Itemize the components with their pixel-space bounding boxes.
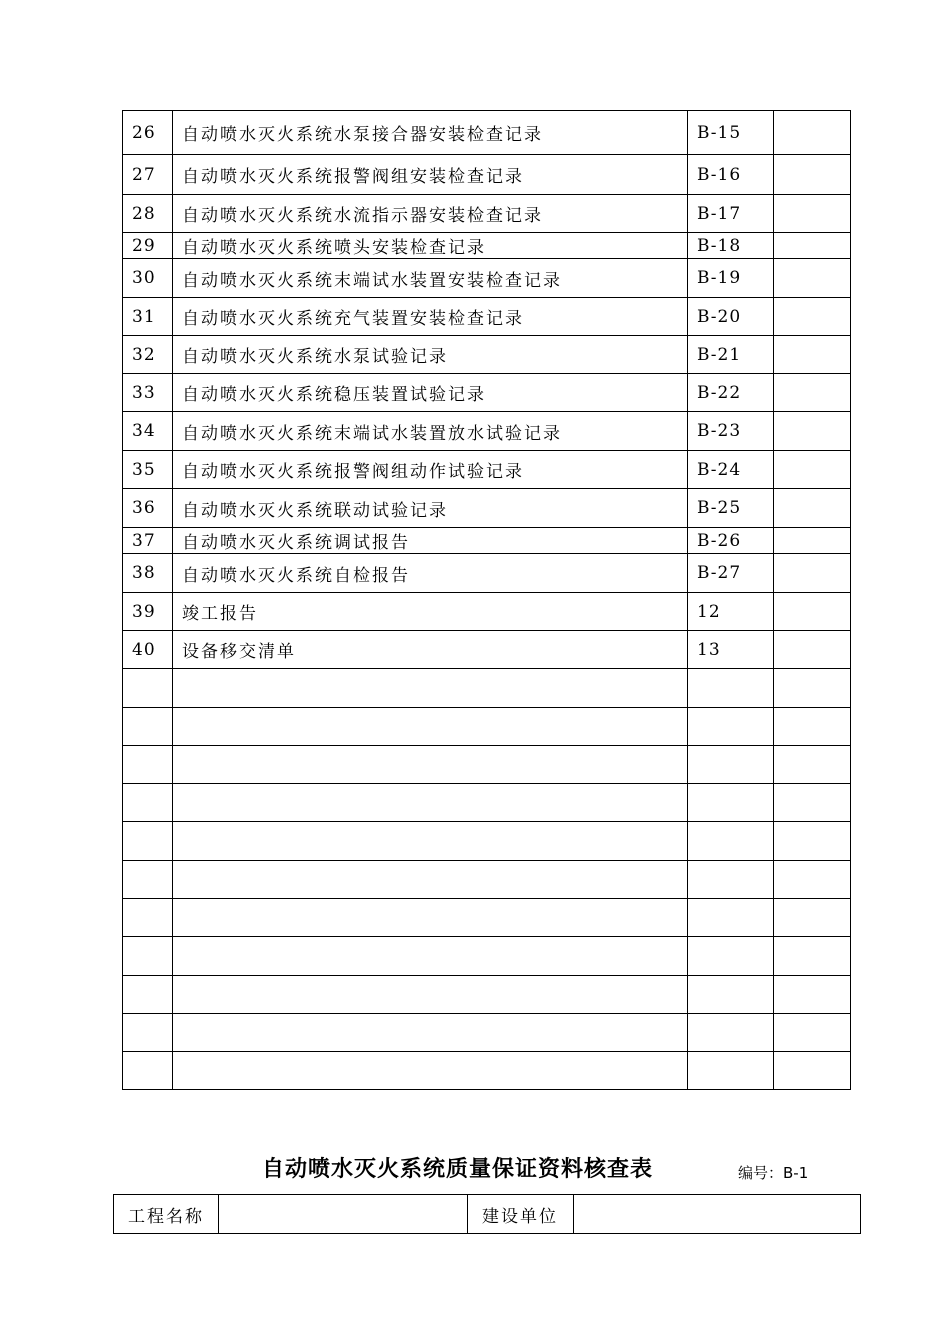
row-document-name: 自动喷水灭火系统水泵接合器安装检查记录 bbox=[173, 111, 688, 155]
row-number: 36 bbox=[123, 489, 173, 528]
row-code: 12 bbox=[688, 593, 774, 631]
row-document-name: 自动喷水灭火系统水流指示器安装检查记录 bbox=[173, 195, 688, 233]
table-row bbox=[123, 976, 851, 1014]
table-row bbox=[123, 451, 851, 489]
row-document-name: 自动喷水灭火系统充气装置安装检查记录 bbox=[173, 298, 688, 336]
document-list-body bbox=[123, 111, 851, 1090]
row-note bbox=[774, 336, 851, 374]
row-number bbox=[123, 861, 173, 899]
table-row bbox=[123, 899, 851, 937]
row-number bbox=[123, 822, 173, 861]
row-document-name: 设备移交清单 bbox=[173, 631, 688, 669]
row-number: 26 bbox=[123, 111, 173, 155]
table-row bbox=[123, 1014, 851, 1052]
table-row bbox=[123, 489, 851, 528]
project-header-table bbox=[113, 1194, 861, 1234]
row-document-name: 自动喷水灭火系统报警阀组动作试验记录 bbox=[173, 451, 688, 489]
row-document-name bbox=[173, 861, 688, 899]
table-row bbox=[123, 374, 851, 412]
row-note bbox=[774, 233, 851, 259]
table-row bbox=[123, 528, 851, 554]
row-code bbox=[688, 1014, 774, 1052]
row-note bbox=[774, 374, 851, 412]
row-code bbox=[688, 899, 774, 937]
row-note bbox=[774, 784, 851, 822]
row-note bbox=[774, 528, 851, 554]
row-code bbox=[688, 1052, 774, 1090]
form-title: 自动喷水灭火系统质量保证资料核查表 bbox=[262, 1157, 654, 1182]
table-row bbox=[123, 155, 851, 195]
row-code: B-21 bbox=[688, 336, 774, 374]
builder-label: 建设单位 bbox=[468, 1195, 574, 1234]
row-note bbox=[774, 708, 851, 746]
table-row bbox=[123, 669, 851, 708]
row-code: B-15 bbox=[688, 111, 774, 155]
row-note bbox=[774, 111, 851, 155]
row-number bbox=[123, 669, 173, 708]
row-document-name bbox=[173, 746, 688, 784]
table-row bbox=[123, 111, 851, 155]
row-number: 37 bbox=[123, 528, 173, 554]
row-document-name bbox=[173, 976, 688, 1014]
row-code: B-16 bbox=[688, 155, 774, 195]
row-number: 30 bbox=[123, 259, 173, 298]
row-document-name: 自动喷水灭火系统自检报告 bbox=[173, 554, 688, 593]
row-number: 27 bbox=[123, 155, 173, 195]
table-row bbox=[123, 937, 851, 976]
row-document-name bbox=[173, 1052, 688, 1090]
row-document-name bbox=[173, 822, 688, 861]
table-row bbox=[123, 259, 851, 298]
row-number bbox=[123, 937, 173, 976]
row-document-name: 自动喷水灭火系统末端试水装置放水试验记录 bbox=[173, 412, 688, 451]
row-document-name: 自动喷水灭火系统稳压装置试验记录 bbox=[173, 374, 688, 412]
row-code: B-25 bbox=[688, 489, 774, 528]
row-document-name: 自动喷水灭火系统报警阀组安装检查记录 bbox=[173, 155, 688, 195]
row-note bbox=[774, 937, 851, 976]
row-document-name bbox=[173, 784, 688, 822]
row-code: B-26 bbox=[688, 528, 774, 554]
row-note bbox=[774, 631, 851, 669]
row-document-name: 自动喷水灭火系统联动试验记录 bbox=[173, 489, 688, 528]
row-code bbox=[688, 937, 774, 976]
table-row bbox=[123, 593, 851, 631]
row-number: 34 bbox=[123, 412, 173, 451]
row-code bbox=[688, 976, 774, 1014]
row-number: 29 bbox=[123, 233, 173, 259]
row-code bbox=[688, 708, 774, 746]
row-code bbox=[688, 669, 774, 708]
row-document-name: 自动喷水灭火系统调试报告 bbox=[173, 528, 688, 554]
row-code: B-22 bbox=[688, 374, 774, 412]
row-number bbox=[123, 746, 173, 784]
row-code: B-23 bbox=[688, 412, 774, 451]
row-document-name bbox=[173, 669, 688, 708]
row-note bbox=[774, 412, 851, 451]
row-note bbox=[774, 451, 851, 489]
row-note bbox=[774, 554, 851, 593]
row-note bbox=[774, 489, 851, 528]
row-document-name: 自动喷水灭火系统末端试水装置安装检查记录 bbox=[173, 259, 688, 298]
table-row bbox=[123, 861, 851, 899]
row-note bbox=[774, 976, 851, 1014]
row-code: B-19 bbox=[688, 259, 774, 298]
row-note bbox=[774, 861, 851, 899]
builder-field[interactable] bbox=[574, 1195, 861, 1234]
form-code: 编号：B-1 bbox=[738, 1164, 809, 1182]
row-number: 33 bbox=[123, 374, 173, 412]
row-document-name: 自动喷水灭火系统水泵试验记录 bbox=[173, 336, 688, 374]
row-code bbox=[688, 746, 774, 784]
row-note bbox=[774, 899, 851, 937]
row-note bbox=[774, 822, 851, 861]
document-list-table bbox=[122, 110, 851, 1090]
row-code bbox=[688, 861, 774, 899]
table-row bbox=[123, 746, 851, 784]
row-code: B-27 bbox=[688, 554, 774, 593]
row-code: B-20 bbox=[688, 298, 774, 336]
row-document-name bbox=[173, 899, 688, 937]
row-number bbox=[123, 899, 173, 937]
row-number bbox=[123, 1052, 173, 1090]
row-note bbox=[774, 155, 851, 195]
row-document-name bbox=[173, 1014, 688, 1052]
table-row bbox=[123, 195, 851, 233]
table-row bbox=[123, 412, 851, 451]
row-number: 31 bbox=[123, 298, 173, 336]
row-number: 35 bbox=[123, 451, 173, 489]
row-note bbox=[774, 593, 851, 631]
row-number bbox=[123, 708, 173, 746]
table-row bbox=[123, 233, 851, 259]
table-row bbox=[123, 336, 851, 374]
row-code bbox=[688, 784, 774, 822]
table-row bbox=[123, 554, 851, 593]
row-number bbox=[123, 1014, 173, 1052]
row-note bbox=[774, 1014, 851, 1052]
table-row bbox=[123, 784, 851, 822]
row-number: 40 bbox=[123, 631, 173, 669]
row-code: 13 bbox=[688, 631, 774, 669]
row-number: 32 bbox=[123, 336, 173, 374]
table-row bbox=[123, 631, 851, 669]
row-number: 38 bbox=[123, 554, 173, 593]
table-row bbox=[123, 822, 851, 861]
row-number: 39 bbox=[123, 593, 173, 631]
row-note bbox=[774, 746, 851, 784]
row-code: B-18 bbox=[688, 233, 774, 259]
table-row bbox=[123, 1052, 851, 1090]
row-code bbox=[688, 822, 774, 861]
row-code: B-24 bbox=[688, 451, 774, 489]
row-number bbox=[123, 976, 173, 1014]
table-row bbox=[123, 298, 851, 336]
row-document-name bbox=[173, 937, 688, 976]
row-note bbox=[774, 669, 851, 708]
row-note bbox=[774, 298, 851, 336]
project-name-label: 工程名称 bbox=[114, 1195, 219, 1234]
row-code: B-17 bbox=[688, 195, 774, 233]
row-number bbox=[123, 784, 173, 822]
row-note bbox=[774, 259, 851, 298]
row-number: 28 bbox=[123, 195, 173, 233]
row-document-name: 竣工报告 bbox=[173, 593, 688, 631]
row-document-name bbox=[173, 708, 688, 746]
project-name-field[interactable] bbox=[219, 1195, 468, 1234]
project-header-row bbox=[114, 1195, 861, 1234]
row-note bbox=[774, 195, 851, 233]
table-row bbox=[123, 708, 851, 746]
row-document-name: 自动喷水灭火系统喷头安装检查记录 bbox=[173, 233, 688, 259]
row-note bbox=[774, 1052, 851, 1090]
